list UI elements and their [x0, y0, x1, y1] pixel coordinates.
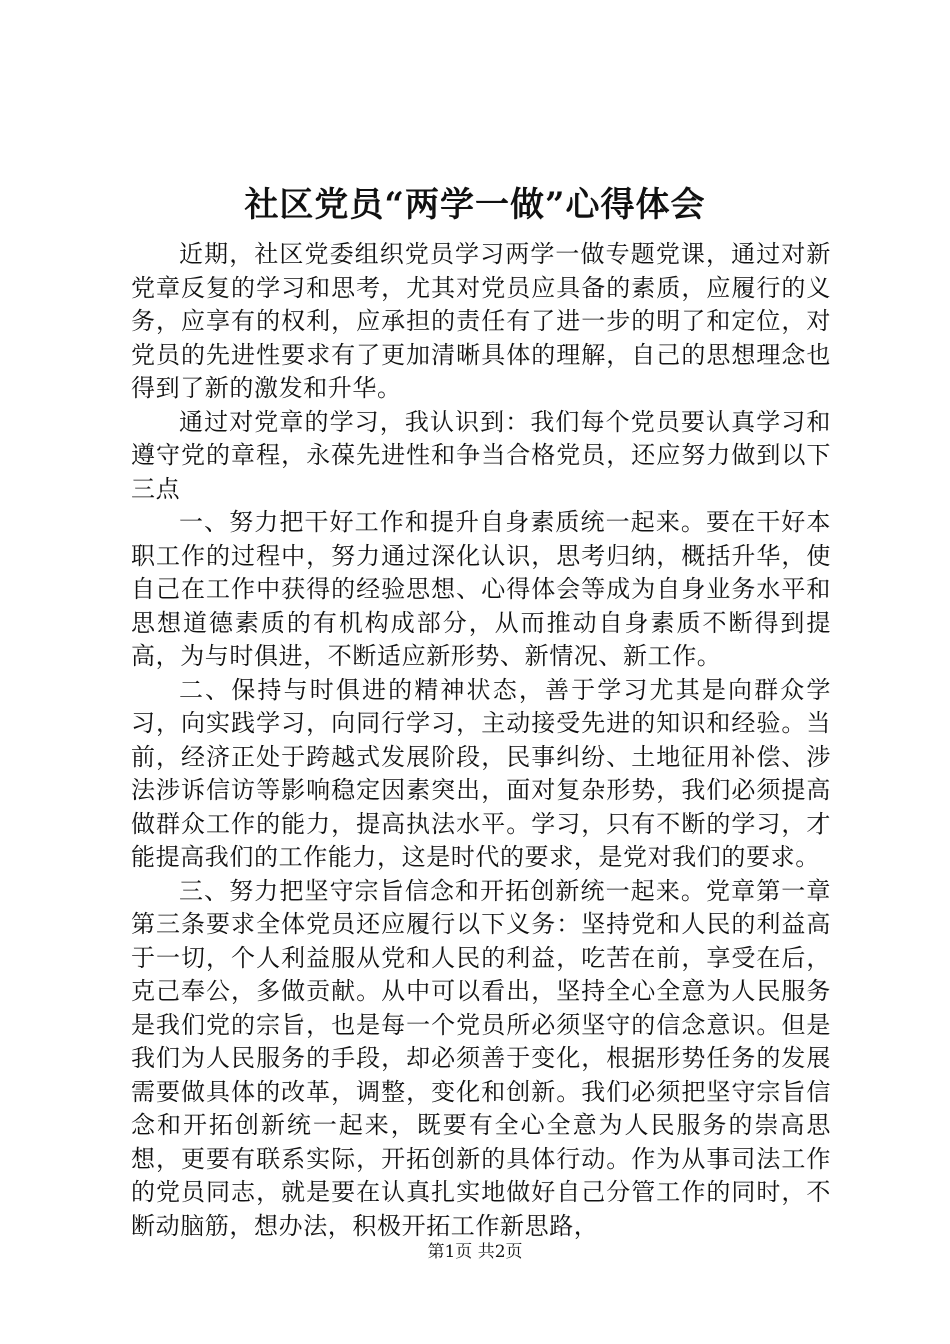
paragraph-point-three: 三、努力把坚守宗旨信念和开拓创新统一起来。党章第一章第三条要求全体党员还应履行以下义务：坚持党和人民的利益高于一切，个人利益服从党和人民的利益，吃苦在前，享受在后，克己奉公，多做贡献。从中可以看出，坚持全心全意为人民服务是我们党的宗旨，也是每一个党员所必须坚守的信念意识。但是我们为人民服务的手段，却必须善于变化，根据形势任务的发展需要做具体的改革，调整，变化和创新。我们必须把坚守宗旨信念和开拓创新统一起来，既要有全心全意为人民服务的崇高思想，更要有联系实际，开拓创新的具体行动。作为从事司法工作的党员同志，就是要在认真扎实地做好自己分管工作的同时，不断动脑筋，想办法，积极开拓工作新思路， — [131, 876, 831, 1240]
document-title: 社区党员“两学一做”心得体会 — [244, 185, 706, 225]
page-number-footer: 第1页 共2页 — [427, 1242, 523, 1262]
document-body — [131, 238, 831, 1243]
paragraph-intro: 近期，社区党委组织党员学习两学一做专题党课，通过对新党章反复的学习和思考，尤其对党员应具备的素质，应履行的义务，应享有的权利，应承担的责任有了进一步的明了和定位，对党员的先进性要求有了更加清晰具体的理解，自己的思想理念也得到了新的激发和升华。 — [131, 240, 831, 402]
paragraph-point-two: 二、保持与时俱进的精神状态，善于学习尤其是向群众学习，向实践学习，向同行学习，主动接受先进的知识和经验。当前，经济正处于跨越式发展阶段，民事纠纷、土地征用补偿、涉法涉诉信访等影响稳定因素突出，面对复杂形势，我们必须提高做群众工作的能力，提高执法水平。学习，只有不断的学习，才能提高我们的工作能力，这是时代的要求，是党对我们的要求。 — [131, 675, 831, 871]
paragraph-learning: 通过对党章的学习，我认识到：我们每个党员要认真学习和遵守党的章程，永葆先进性和争当合格党员，还应努力做到以下三点 — [131, 407, 831, 503]
paragraph-point-one: 一、努力把干好工作和提升自身素质统一起来。要在干好本职工作的过程中，努力通过深化认识，思考归纳，概括升华，使自己在工作中获得的经验思想、心得体会等成为自身业务水平和思想道德素质的有机构成部分，从而推动自身素质不断得到提高，为与时俱进，不断适应新形势、新情况、新工作。 — [131, 508, 831, 670]
